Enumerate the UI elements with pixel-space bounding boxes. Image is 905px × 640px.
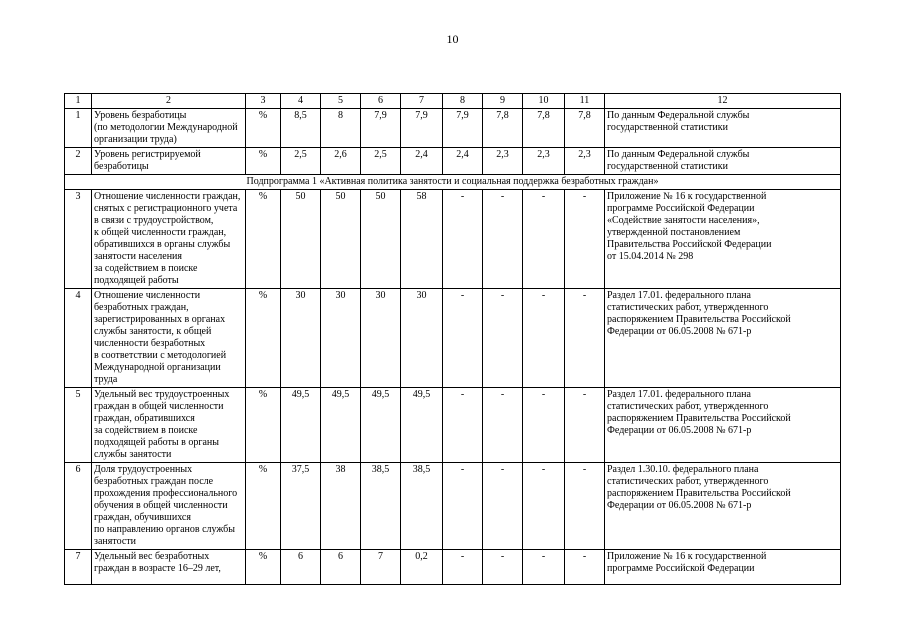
value-cell: - xyxy=(443,550,483,585)
value-cell: - xyxy=(565,550,605,585)
value-cell: 50 xyxy=(361,190,401,289)
value-cell: - xyxy=(443,190,483,289)
page-number: 10 xyxy=(446,32,459,46)
value-cell: 0,2 xyxy=(401,550,443,585)
value-cell: 2,5 xyxy=(281,148,321,175)
column-number-row xyxy=(65,94,841,109)
value-cell: 58 xyxy=(401,190,443,289)
column-number-cell: 7 xyxy=(401,94,443,109)
column-number-cell: 5 xyxy=(321,94,361,109)
row-number-cell: 1 xyxy=(65,109,92,148)
value-cell: 7,9 xyxy=(443,109,483,148)
value-cell: 7,9 xyxy=(401,109,443,148)
source-cell: Приложение № 16 к государственной программе Российской Федерации xyxy=(605,550,841,585)
source-cell: Раздел 17.01. федерального плана статистических работ, утвержденного распоряжением Правительства Российской Федерации от 06.05.2008 № 671-р xyxy=(605,388,841,463)
value-cell: 50 xyxy=(321,190,361,289)
value-cell: 38,5 xyxy=(361,463,401,550)
column-number-cell: 8 xyxy=(443,94,483,109)
value-cell: 7,8 xyxy=(483,109,523,148)
value-cell: - xyxy=(565,388,605,463)
source-cell: По данным Федеральной службы государственной статистики xyxy=(605,148,841,175)
row-number-cell: 4 xyxy=(65,289,92,388)
column-number-cell: 6 xyxy=(361,94,401,109)
unit-cell: % xyxy=(246,148,281,175)
indicator-name-cell: Отношение численности граждан, снятых с регистрационного учета в связи с трудоустройством, к общей численности граждан, обратившихся в органы службы занятости населения за содействием в поиске подходящей работы xyxy=(92,190,246,289)
value-cell: 8,5 xyxy=(281,109,321,148)
indicator-name-cell: Удельный вес трудоустроенных граждан в общей численности граждан, обратившихся за содействием в поиске подходящей работы в органы службы занятости xyxy=(92,388,246,463)
value-cell: 2,4 xyxy=(401,148,443,175)
indicators-table xyxy=(64,93,841,585)
table-row xyxy=(65,388,841,463)
row-number-cell: 7 xyxy=(65,550,92,585)
value-cell: 49,5 xyxy=(281,388,321,463)
value-cell: - xyxy=(523,550,565,585)
unit-cell: % xyxy=(246,550,281,585)
table-row xyxy=(65,463,841,550)
column-number-cell: 4 xyxy=(281,94,321,109)
value-cell: - xyxy=(565,190,605,289)
value-cell: - xyxy=(483,388,523,463)
value-cell: 49,5 xyxy=(401,388,443,463)
value-cell: 49,5 xyxy=(361,388,401,463)
value-cell: 6 xyxy=(321,550,361,585)
value-cell: - xyxy=(443,289,483,388)
column-number-cell: 2 xyxy=(92,94,246,109)
column-number-cell: 3 xyxy=(246,94,281,109)
indicator-name-cell: Отношение численности безработных граждан, зарегистрированных в органах службы занятости, к общей численности безработных в соответствии с методологией Международной организации труда xyxy=(92,289,246,388)
value-cell: 49,5 xyxy=(321,388,361,463)
value-cell: 2,3 xyxy=(523,148,565,175)
value-cell: 8 xyxy=(321,109,361,148)
value-cell: - xyxy=(523,388,565,463)
table-row xyxy=(65,190,841,289)
subprogram-row xyxy=(65,175,841,190)
unit-cell: % xyxy=(246,289,281,388)
value-cell: 2,3 xyxy=(483,148,523,175)
indicator-name-cell: Удельный вес безработных граждан в возрасте 16–29 лет, xyxy=(92,550,246,585)
value-cell: - xyxy=(565,289,605,388)
value-cell: - xyxy=(483,463,523,550)
value-cell: 7 xyxy=(361,550,401,585)
value-cell: 6 xyxy=(281,550,321,585)
unit-cell: % xyxy=(246,109,281,148)
unit-cell: % xyxy=(246,463,281,550)
source-cell: По данным Федеральной службы государственной статистики xyxy=(605,109,841,148)
value-cell: - xyxy=(523,463,565,550)
value-cell: 50 xyxy=(281,190,321,289)
table-row xyxy=(65,109,841,148)
source-cell: Раздел 17.01. федерального плана статистических работ, утвержденного распоряжением Правительства Российской Федерации от 06.05.2008 № 671-р xyxy=(605,289,841,388)
indicator-name-cell: Уровень регистрируемой безработицы xyxy=(92,148,246,175)
value-cell: 2,3 xyxy=(565,148,605,175)
value-cell: - xyxy=(523,289,565,388)
source-cell: Приложение № 16 к государственной программе Российской Федерации «Содействие занятости населения», утвержденной постановлением Правительства Российской Федерации от 15.04.2014 № 298 xyxy=(605,190,841,289)
subprogram-title: Подпрограмма 1 «Активная политика занятости и социальная поддержка безработных граждан» xyxy=(65,175,841,190)
value-cell: 30 xyxy=(361,289,401,388)
table-row xyxy=(65,148,841,175)
indicator-name-cell: Доля трудоустроенных безработных граждан после прохождения профессионального обучения в общей численности граждан, обучившихся по направлению органов службы занятости xyxy=(92,463,246,550)
indicator-name-cell: Уровень безработицы (по методологии Международной организации труда) xyxy=(92,109,246,148)
unit-cell: % xyxy=(246,388,281,463)
value-cell: - xyxy=(565,463,605,550)
value-cell: 7,8 xyxy=(523,109,565,148)
column-number-cell: 9 xyxy=(483,94,523,109)
column-number-cell: 1 xyxy=(65,94,92,109)
value-cell: - xyxy=(483,550,523,585)
value-cell: - xyxy=(483,289,523,388)
column-number-cell: 11 xyxy=(565,94,605,109)
row-number-cell: 6 xyxy=(65,463,92,550)
source-cell: Раздел 1.30.10. федерального плана статистических работ, утвержденного распоряжением Правительства Российской Федерации от 06.05.2008 № 671-р xyxy=(605,463,841,550)
value-cell: 30 xyxy=(321,289,361,388)
value-cell: - xyxy=(443,463,483,550)
value-cell: 2,6 xyxy=(321,148,361,175)
column-number-cell: 12 xyxy=(605,94,841,109)
value-cell: - xyxy=(523,190,565,289)
value-cell: - xyxy=(483,190,523,289)
value-cell: 7,8 xyxy=(565,109,605,148)
value-cell: 30 xyxy=(281,289,321,388)
value-cell: 2,5 xyxy=(361,148,401,175)
value-cell: 30 xyxy=(401,289,443,388)
value-cell: 38 xyxy=(321,463,361,550)
value-cell: 37,5 xyxy=(281,463,321,550)
row-number-cell: 5 xyxy=(65,388,92,463)
table-row xyxy=(65,550,841,585)
table-row xyxy=(65,289,841,388)
row-number-cell: 3 xyxy=(65,190,92,289)
column-number-cell: 10 xyxy=(523,94,565,109)
row-number-cell: 2 xyxy=(65,148,92,175)
unit-cell: % xyxy=(246,190,281,289)
value-cell: 7,9 xyxy=(361,109,401,148)
value-cell: 38,5 xyxy=(401,463,443,550)
value-cell: 2,4 xyxy=(443,148,483,175)
value-cell: - xyxy=(443,388,483,463)
